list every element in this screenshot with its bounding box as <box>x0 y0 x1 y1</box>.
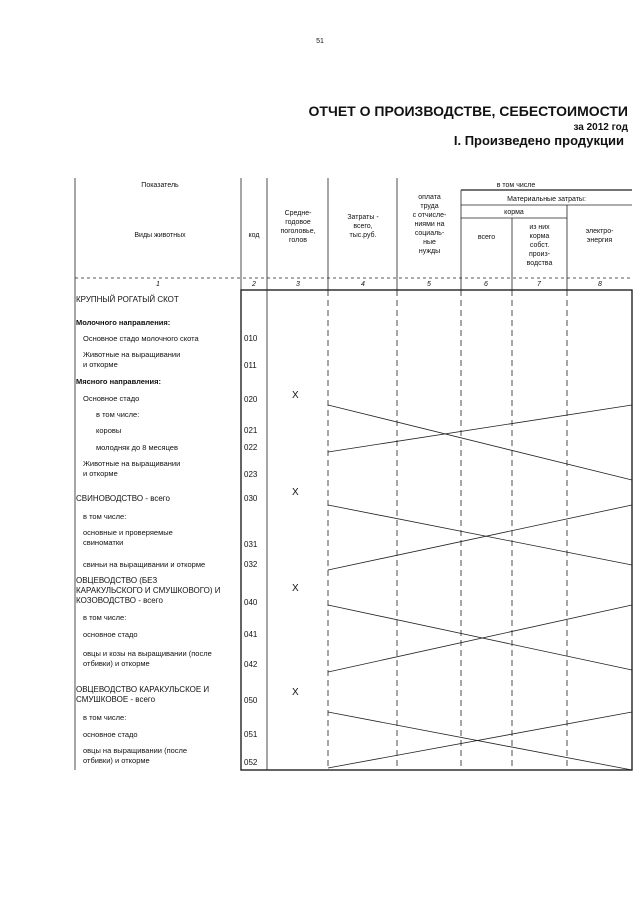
row-code: 020 <box>244 395 258 404</box>
row-code: 021 <box>244 426 258 435</box>
row-label: основное стадо <box>83 630 138 639</box>
header-animal-types: Виды животных <box>134 232 186 239</box>
row-code: 051 <box>244 730 258 739</box>
row-code: 041 <box>244 630 258 639</box>
header-feed-total: всего <box>477 234 496 241</box>
row-label: в том числе: <box>96 410 140 419</box>
row-code: 042 <box>244 660 258 669</box>
header-feed: корма <box>504 209 524 216</box>
header-costs-total: Затраты - всего, тыс.руб. <box>347 214 379 239</box>
row-label: Мясного направления: <box>76 377 161 386</box>
header-indicator: Показатель <box>141 182 179 189</box>
column-number: 4 <box>361 281 365 288</box>
x-mark: X <box>292 390 299 401</box>
row-label: ОВЦЕВОДСТВО (БЕЗ КАРАКУЛЬСКОГО И СМУШКОВОГО) И КОЗОВОДСТВО - всего <box>76 576 221 605</box>
x-mark: X <box>292 487 299 498</box>
row-code: 023 <box>244 470 258 479</box>
row-code: 040 <box>244 598 258 607</box>
row-code: 031 <box>244 540 258 549</box>
row-label: коровы <box>96 426 122 435</box>
report-title: ОТЧЕТ О ПРОИЗВОДСТВЕ, СЕБЕСТОИМОСТИ <box>308 103 628 119</box>
row-label: основные и проверяемые свиноматки <box>83 528 173 547</box>
row-code: 032 <box>244 560 258 569</box>
row-label: овцы на выращивании (после отбивки) и откорме <box>83 746 188 765</box>
row-label: Молочного направления: <box>76 318 171 327</box>
row-label: СВИНОВОДСТВО - всего <box>76 494 170 503</box>
row-code: 022 <box>244 443 258 452</box>
column-number: 5 <box>427 281 431 288</box>
column-number: 3 <box>296 281 300 288</box>
row-label: ОВЦЕВОДСТВО КАРАКУЛЬСКОЕ И СМУШКОВОЕ - всего <box>76 685 210 704</box>
row-label: Животные на выращивании и откорме <box>83 350 181 369</box>
row-code: 010 <box>244 334 258 343</box>
column-number: 8 <box>598 281 602 288</box>
section-title: I. Произведено продукции <box>453 133 624 148</box>
column-number: 6 <box>484 281 488 288</box>
row-label: в том числе: <box>83 613 127 622</box>
row-label: в том числе: <box>83 713 127 722</box>
row-label: КРУПНЫЙ РОГАТЫЙ СКОТ <box>76 295 179 304</box>
column-number: 7 <box>537 281 541 288</box>
header-including: в том числе <box>496 182 536 189</box>
x-mark: X <box>292 583 299 594</box>
row-label: овцы и козы на выращивании (после отбивки) и откорме <box>83 649 212 668</box>
x-mark: X <box>292 687 299 698</box>
row-code: 011 <box>244 361 257 370</box>
report-year: за 2012 год <box>573 122 628 133</box>
column-number: 1 <box>156 281 160 288</box>
row-code: 050 <box>244 696 258 705</box>
row-label: молодняк до 8 месяцев <box>96 443 178 452</box>
header-own-feed: из них корма собст. произ- водства <box>526 224 553 267</box>
row-label: основное стадо <box>83 730 138 739</box>
row-label: Животные на выращивании и откорме <box>83 459 181 478</box>
row-code: 030 <box>244 494 258 503</box>
header-labor: оплата труда с отчисле- ниями на социаль- ные нужды <box>412 194 447 255</box>
row-label: в том числе: <box>83 512 127 521</box>
row-label: Основное стадо <box>83 394 140 403</box>
column-number: 2 <box>252 281 256 288</box>
header-avg-livestock: Средне- годовое поголовье, голов <box>280 210 316 244</box>
header-material-costs: Материальные затраты: <box>507 196 586 203</box>
header-code: код <box>248 232 260 239</box>
header-electricity: электро- энергия <box>585 228 614 244</box>
row-label: свиньи на выращивании и откорме <box>83 560 206 569</box>
row-code: 052 <box>244 758 258 767</box>
row-label: Основное стадо молочного скота <box>83 334 199 343</box>
page-number: 51 <box>316 38 324 45</box>
